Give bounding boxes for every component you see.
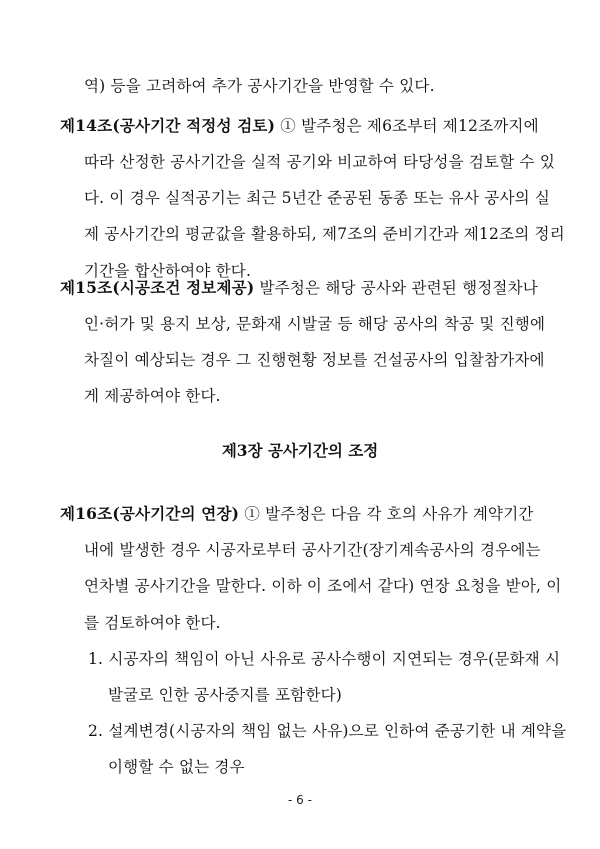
text-line: 역) 등을 고려하여 추가 공사기간을 반영할 수 있다.	[84, 77, 435, 95]
page-number: - 6 -	[288, 793, 312, 807]
article-heading: 제16조(공사기간의 연장)	[60, 504, 240, 523]
chapter-title: 제3장 공사기간의 조정	[221, 441, 379, 460]
text-line: 따라 산정한 공사기간을 실적 공기와 비교하여 타당성을 검토할 수 있	[84, 153, 555, 171]
text-line: 발굴로 인한 공사중지를 포함한다)	[108, 686, 343, 704]
article-text: ① 발주청은 다음 각 호의 사유가 계약기간	[239, 505, 534, 523]
list-item-2	[88, 721, 566, 741]
article-heading: 제15조(시공조건 정보제공)	[60, 278, 255, 297]
text-line: 제 공사기간의 평균값을 활용하되, 제7조의 준비기간과 제12조의 정리	[84, 225, 565, 243]
text-line: 차질이 예상되는 경우 그 진행현황 정보를 건설공사의 입찰참가자에	[84, 351, 545, 369]
article-heading: 제14조(공사기간 적정성 검토)	[60, 116, 276, 135]
text-line: 를 검토하여야 한다.	[84, 614, 221, 632]
text-line: 게 제공하여야 한다.	[84, 387, 221, 405]
article-text: ① 발주청은 제6조부터 제12조까지에	[275, 117, 539, 135]
item-text: 시공자의 책임이 아닌 사유로 공사수행이 지연되는 경우(문화재 시	[103, 650, 561, 668]
item-number: 2.	[88, 722, 104, 740]
text-line: 인·허가 및 용지 보상, 문화재 시발굴 등 해당 공사의 착공 및 진행에	[84, 315, 546, 333]
item-text: 설계변경(시공자의 책임 없는 사유)으로 인하여 준공기한 내 계약을	[103, 722, 567, 740]
article-16	[60, 504, 534, 524]
article-14	[60, 116, 539, 136]
text-line: 연차별 공사기간을 말한다. 이하 이 조에서 같다) 연장 요청을 받아, 이	[84, 577, 562, 595]
article-text: 발주청은 해당 공사와 관련된 행정절차나	[254, 279, 538, 297]
text-line: 다. 이 경우 실적공기는 최근 5년간 준공된 동종 또는 유사 공사의 실	[84, 189, 551, 207]
text-line: 내에 발생한 경우 시공자로부터 공사기간(장기계속공사의 경우에는	[84, 541, 541, 559]
list-item-1	[88, 649, 560, 669]
text-line: 이행할 수 없는 경우	[108, 758, 245, 776]
article-15-line	[60, 278, 538, 298]
item-number: 1.	[88, 650, 104, 668]
text-line: 기간을 합산하여야 한다.	[84, 262, 252, 280]
